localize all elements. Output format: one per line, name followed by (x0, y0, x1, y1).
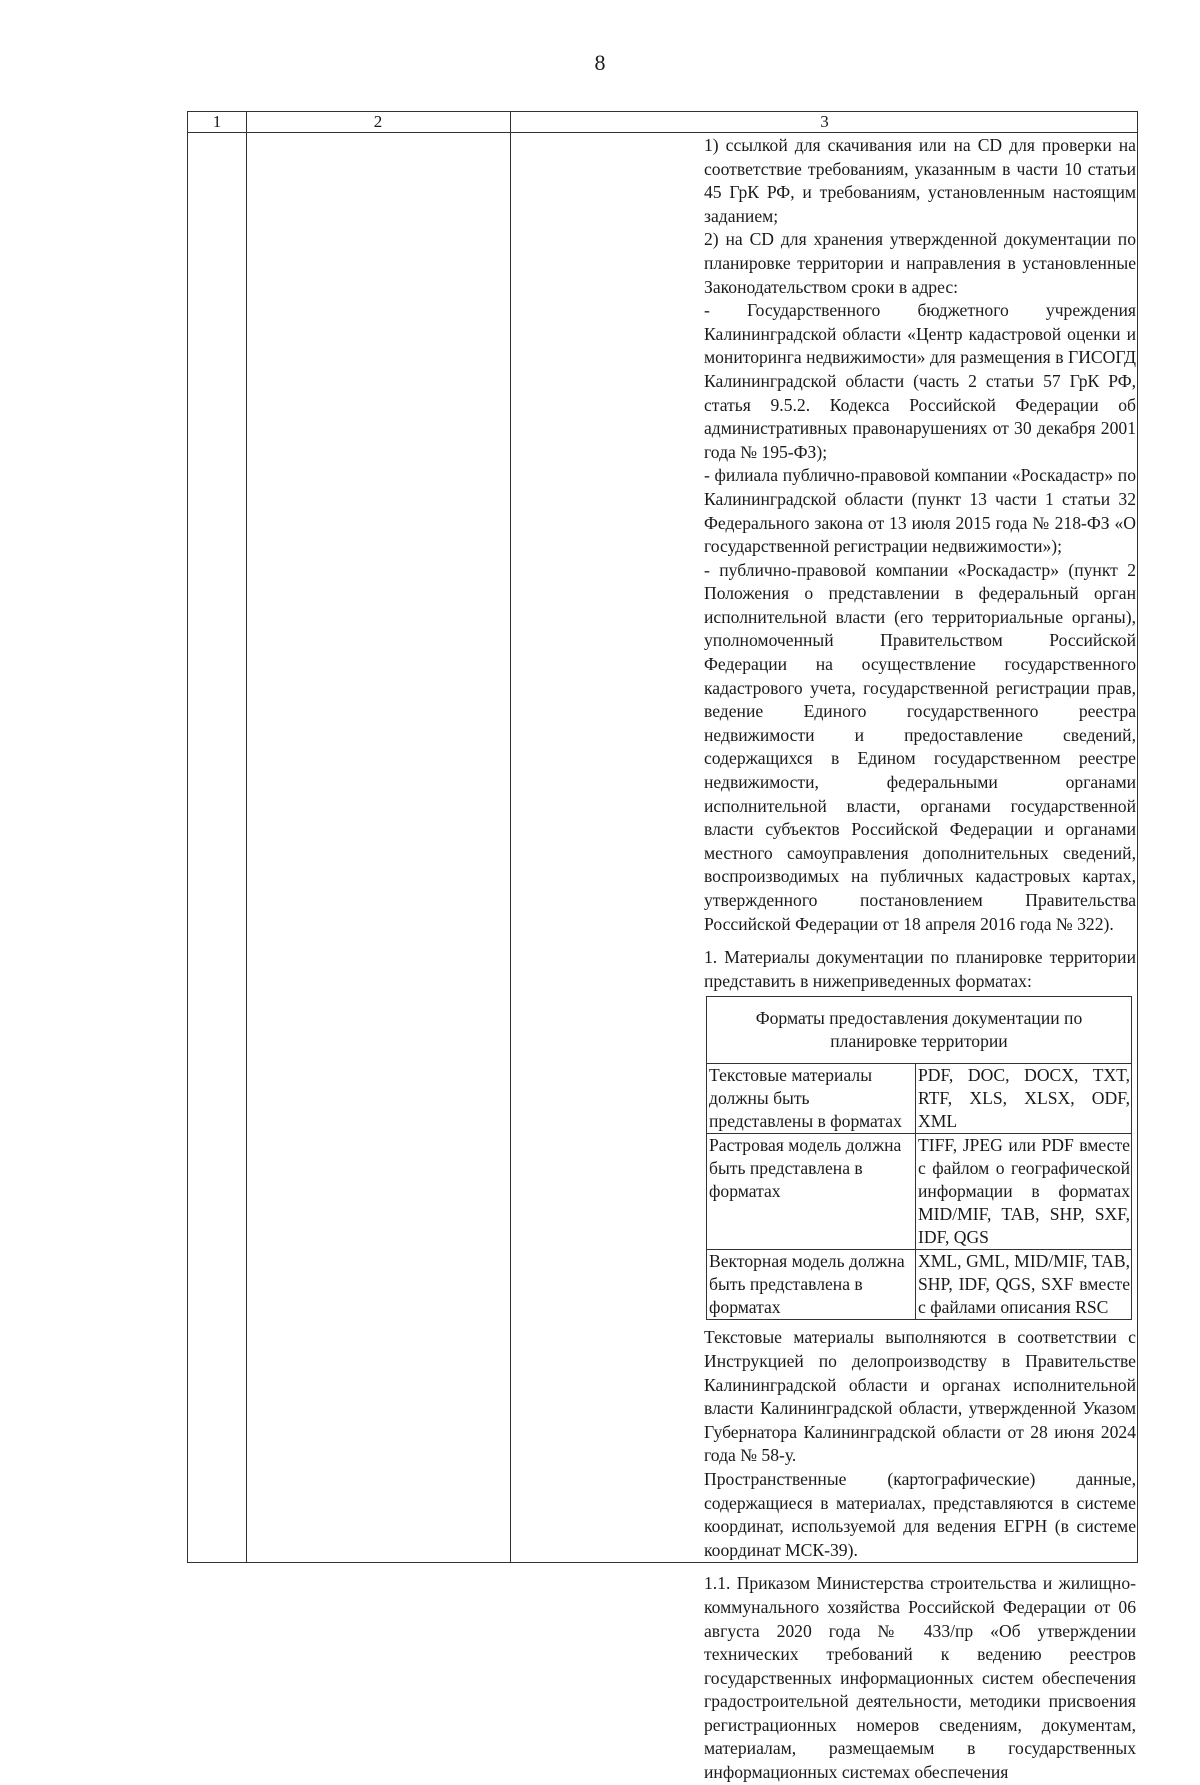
column-divider (510, 112, 511, 1562)
format-list-cell: TIFF, JPEG или PDF вместе с файлом о географической информации в форматах MID/MIF, TAB, SHP, SXF, IDF, QGS (916, 1134, 1132, 1250)
formats-table-header: Форматы предоставления документации по планировке территории (707, 997, 1132, 1064)
table-row (707, 1250, 1132, 1320)
format-type-cell: Растровая модель должна быть представлена в форматах (707, 1134, 916, 1250)
table-row (707, 1134, 1132, 1250)
format-list-cell: PDF, DOC, DOCX, TXT, RTF, XLS, XLSX, ODF, XML (916, 1064, 1132, 1134)
column-header-2: 2 (373, 112, 383, 131)
header-divider (188, 132, 1137, 133)
column-header-3: 3 (820, 112, 829, 131)
format-list-cell: XML, GML, MID/MIF, TAB, SHP, IDF, QGS, SXF вместе с файлами описания RSC (916, 1250, 1132, 1320)
column-3-content (704, 134, 1136, 1785)
item-roskadastr: - публично-правовой компании «Роскадастр» (пункт 2 Положения о представлении в федеральный орган исполнительной власти (его территориальные органы), уполномоченный Правительством Российской Федерации на осуществление государственного кадастрового учета, государственной регистрации прав, ведение Единого государственного реестра недвижимости и предоставление сведений, содержащихся в Едином государственном реестре недвижимости, федеральными органами исполнительной власти, органами государственной власти субъектов Российской Федерации и органами местного самоуправления дополнительных сведений, воспроизводимых на публичных кадастровых картах, утвержденного постановлением Правительства Российской Федерации от 18 апреля 2016 года № 322). (704, 559, 1136, 934)
item-cd-storage: 2) на CD для хранения утвержденной документации по планировке территории и направления в установленные Законодательством сроки в адрес: (704, 229, 1136, 297)
text-materials-note: Текстовые материалы выполняются в соответствии с Инструкцией по делопроизводству в Правительстве Калининградской области и органах исполнительной власти Калининградской области, утвержденной Указом Губернатора Калининградской области от 28 июня 2024 года № 58-у. (704, 1327, 1136, 1466)
main-table (187, 111, 1138, 1783)
spatial-data-note: Пространственные (картографические) данные, содержащиеся в материалах, представляются в системе координат, используемой для ведения ЕГРН (в системе координат МСК-39). (704, 1468, 1136, 1560)
table-row (707, 1064, 1132, 1134)
formats-intro: 1. Материалы документации по планировке территории представить в нижеприведенных форматах: (704, 947, 1136, 991)
column-header-1: 1 (212, 112, 222, 131)
item-download-link: 1) ссылкой для скачивания или на CD для проверки на соответствие требованиям, указанным в части 10 статьи 45 ГрК РФ, и требованиям, установленным настоящим заданием; (704, 135, 1136, 226)
item-roskadastr-branch: - филиала публично-правовой компании «Роскадастр» по Калининградской области (пункт 13 части 1 статьи 32 Федерального закона от 13 июля 2015 года № 218-ФЗ «О государственной регистрации недвижимости»); (704, 465, 1136, 557)
format-type-cell: Текстовые материалы должны быть представлены в форматах (707, 1064, 916, 1134)
format-type-cell: Векторная модель должна быть представлена в форматах (707, 1250, 916, 1320)
order-reference: 1.1. Приказом Министерства строительства и жилищно-коммунального хозяйства Российской Федерации от 06 августа 2020 года № 433/пр «Об утверждении технических требований к ведению реестров государственных информационных систем обеспечения градостроительной деятельности, методики присвоения регистрационных номеров сведениям, документам, материалам, размещаемым в государственных информационных системах обеспечения (704, 1573, 1136, 1783)
column-divider (246, 112, 247, 1562)
formats-table (706, 996, 1132, 1320)
item-gbu-center: - Государственного бюджетного учреждения Калининградской области «Центр кадастровой оценки и мониторинга недвижимости» для размещения в ГИСОГД Калининградской области (часть 2 статьи 57 ГрК РФ, статья 9.5.2. Кодекса Российской Федерации об административных правонарушениях от 30 декабря 2001 года № 195-ФЗ); (704, 300, 1136, 462)
page-number: 8 (594, 50, 606, 75)
